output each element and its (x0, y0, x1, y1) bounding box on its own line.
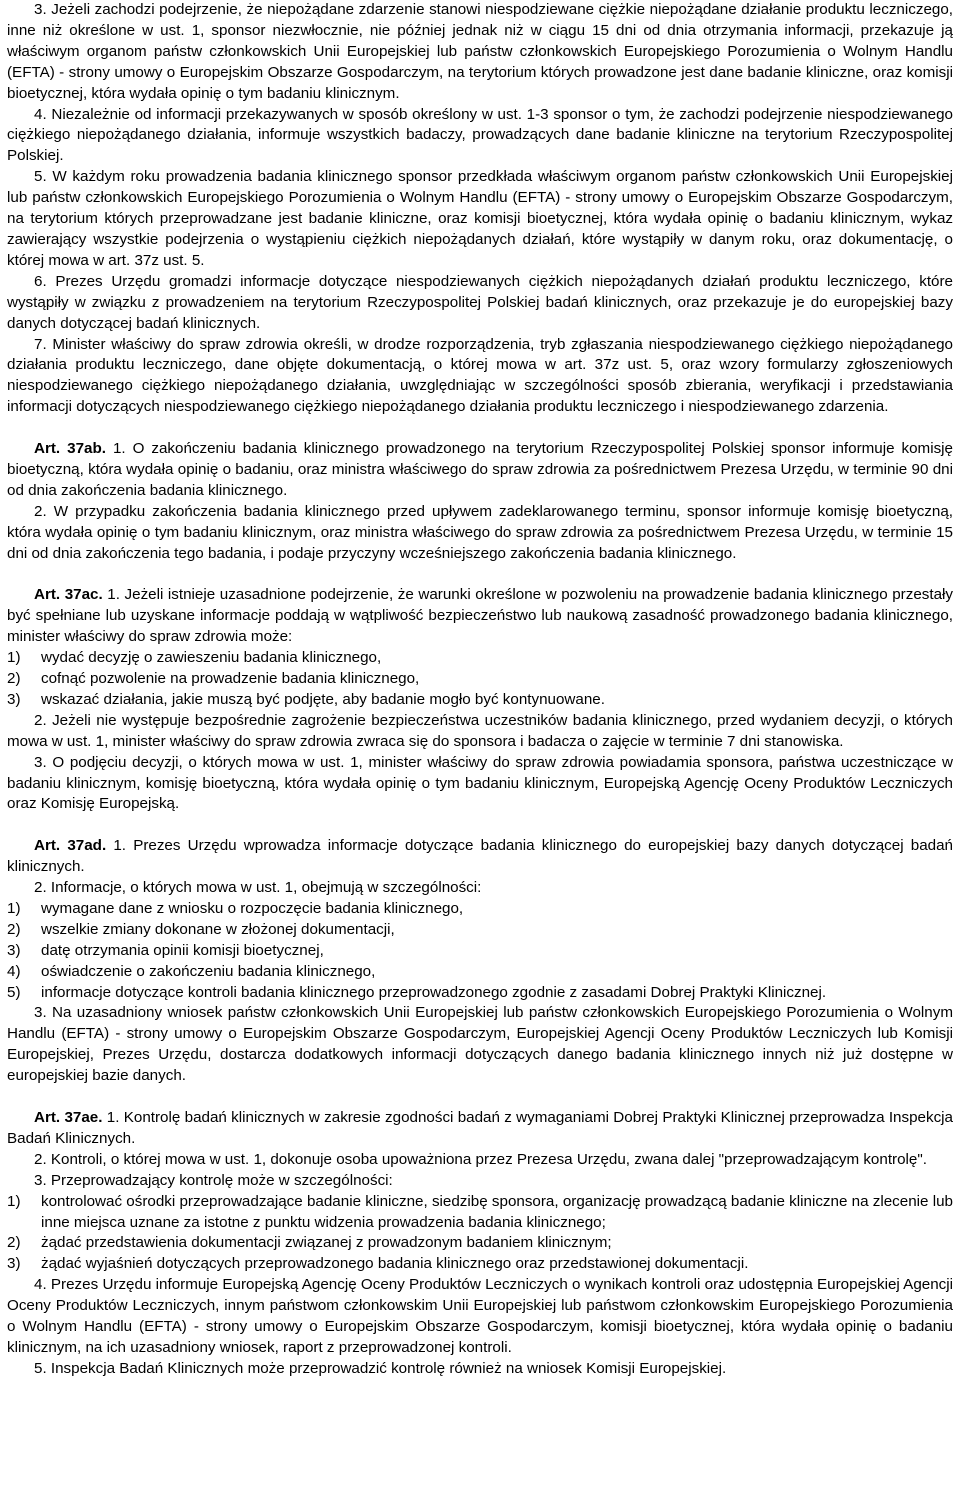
article-text: 1. Jeżeli istnieje uzasadnione podejrzenie, że warunki określone w pozwoleniu na prowadzenie badania klinicznego przestały być spełniane lub uzyskane informacje poddają w wątpliwość bezpieczeństwo lub naukową zasadność prowadzonego badania klinicznego, minister właściwy do spraw zdrowia może: (7, 586, 953, 646)
paragraph: 2. Informacje, o których mowa w ust. 1, obejmują w szczególności: (34, 879, 482, 897)
article-paragraph (7, 585, 953, 648)
paragraph: 3. Na uzasadniony wniosek państw członkowskich Unii Europejskiej lub państw członkowskich Europejskiego Porozumienia o Wolnym Handlu (EFTA) - strony umowy o Europejskim Obszarze Gospodarczym, Europejskiej Agencji Oceny Produktów Leczniczych lub Komisji Europejskiej, Prezes Urzędu, dostarcza dodatkowych informacji dotyczących danego badania klinicznego innych niż już dostępne w europejskiej bazie danych. (7, 1004, 953, 1085)
article-label: Art. 37ab. (34, 440, 106, 458)
paragraph: 3. Jeżeli zachodzi podejrzenie, że niepożądane zdarzenie stanowi niespodziewane ciężkie niepożądane działanie produktu leczniczego, inne niż określone w ust. 1, sponsor niezwłocznie, nie później jednak niż w ciągu 15 dni od dnia otrzymania informacji, przekazuje ją właściwym organom państw członkowskich Unii Europejskiej lub państw członkowskich Europejskiego Porozumienia o Wolnym Handlu (EFTA) - strony umowy o Europejskim Obszarze Gospodarczym, na terytorium których prowadzone jest dane badanie kliniczne, oraz komisji bioetycznej, która wydała opinię o tym badaniu klinicznym. (7, 1, 953, 102)
article-paragraph (7, 836, 953, 878)
list-item (7, 669, 953, 690)
article-text: 1. Prezes Urzędu wprowadza informacje dotyczące badania klinicznego do europejskiej bazy danych dotyczącej badań klinicznych. (7, 837, 953, 876)
paragraph: 7. Minister właściwy do spraw zdrowia określi, w drodze rozporządzenia, tryb zgłaszania niespodziewanego ciężkiego niepożądanego działania produktu leczniczego, dane objęte dokumentacją, o której mowa w art. 37z ust. 5, oraz wzory formularzy zgłoszeniowych niespodziewanego ciężkiego niepożądanego działania, uwzględniając w szczególności sposób zbierania, weryfikacji i przedstawiania informacji dotyczących niespodziewanego ciężkiego niepożądanego działania produktu leczniczego i niespodziewanego zdarzenia. (7, 335, 953, 416)
article-label: Art. 37ac. (34, 586, 103, 604)
list-item-number: 5) (7, 983, 21, 1001)
paragraph-gap (7, 564, 953, 585)
paragraph: 6. Prezes Urzędu gromadzi informacje dotyczące niespodziewanych ciężkich niepożądanych działań produktu leczniczego, które wystąpiły w związku z prowadzeniem na terytorium Rzeczypospolitej Polskiej badań klinicznych, oraz przekazuje je do europejskiej bazy danych dotyczącej badań klinicznych. (7, 272, 953, 332)
list-item-number: 2) (7, 669, 21, 687)
paragraph: 4. Prezes Urzędu informuje Europejską Agencję Oceny Produktów Leczniczych o wynikach kontroli oraz udostępnia Europejskiej Agencji Oceny Produktów Leczniczych, innym państwom członkowskim Unii Europejskiej lub państwom członkowskim Europejskiego Porozumienia o Wolnym Handlu (EFTA) - strony umowy o Europejskim Obszarze Gospodarczym, komisji bioetycznej, która wydała opinię o badaniu klinicznym, na ich uzasadniony wniosek, raport z przeprowadzonej kontroli. (7, 1276, 953, 1356)
list-item-number: 3) (7, 690, 21, 708)
article-text: 1. O zakończeniu badania klinicznego prowadzonego na terytorium Rzeczypospolitej Polskiej sponsor informuje komisję bioetyczną, która wydała opinię o badaniu, oraz ministra właściwego do spraw zdrowia za pośrednictwem Prezesa Urzędu, w terminie 90 dni od dnia zakończenia badania klinicznego. (7, 440, 953, 499)
paragraph: 5. Inspekcja Badań Klinicznych może przeprowadzić kontrolę również na wniosek Komisji Europejskiej. (34, 1359, 727, 1377)
paragraph-gap (7, 418, 953, 439)
list-item-number: 2) (7, 1234, 21, 1252)
list-item-text: wydać decyzję o zawieszeniu badania klinicznego, (41, 649, 382, 667)
list-item-text: żądać przedstawienia dokumentacji związanej z prowadzonym badaniem klinicznym; (41, 1234, 612, 1252)
list-item (7, 1254, 953, 1275)
document-body (7, 0, 953, 1380)
list-item (7, 1233, 953, 1254)
list-item-number: 1) (7, 1192, 21, 1210)
paragraph: 2. W przypadku zakończenia badania klinicznego przed upływem zadeklarowanego terminu, sponsor informuje komisję bioetyczną, która wydała opinię o tym badaniu klinicznym, oraz ministra właściwego do spraw zdrowia za pośrednictwem Prezesa Urzędu, w terminie 15 dni od dnia zakończenia tego badania, i podaje przyczyny wcześniejszego zakończenia badania klinicznego. (7, 502, 953, 562)
list-item-text: wskazać działania, jakie muszą być podjęte, aby badanie mogło być kontynuowane. (41, 690, 605, 708)
list-item-number: 4) (7, 962, 21, 980)
article-label: Art. 37ae. (34, 1108, 103, 1126)
article-paragraph (7, 1108, 953, 1150)
paragraph: 2. Jeżeli nie występuje bezpośrednie zagrożenie bezpieczeństwa uczestników badania klinicznego, przed wydaniem decyzji, o których mowa w ust. 1, minister właściwy do spraw zdrowia zwraca się do sponsora i badacza o zajęcie w terminie 7 dni stanowiska. (7, 711, 953, 750)
list-item (7, 690, 953, 711)
list-item (7, 983, 953, 1004)
paragraph-gap (7, 815, 953, 836)
list-item-text: wszelkie zmiany dokonane w złożonej dokumentacji, (41, 920, 395, 938)
article-text: 1. Kontrolę badań klinicznych w zakresie zgodności badań z wymaganiami Dobrej Praktyki Klinicznej przeprowadza Inspekcja Badań Klinicznych. (7, 1108, 953, 1147)
paragraph: 3. Przeprowadzający kontrolę może w szczególności: (34, 1171, 393, 1189)
list-item-text: żądać wyjaśnień dotyczących przeprowadzonego badania klinicznego oraz przedstawionej dokumentacji. (41, 1255, 749, 1273)
list-item (7, 941, 953, 962)
list-item (7, 648, 953, 669)
paragraph: 5. W każdym roku prowadzenia badania klinicznego sponsor przedkłada właściwym organom państw członkowskich Unii Europejskiej lub państw członkowskich Europejskiego Porozumienia o Wolnym Handlu (EFTA) - strony umowy o Europejskim Obszarze Gospodarczym, na terytorium których przeprowadzane jest badanie kliniczne, oraz komisji bioetycznej, która wydała opinię o badaniu klinicznym, wykaz zawierający wszystkie podejrzenia o wystąpieniu ciężkich niepożądanych działań, które wystąpiły w danym roku, oraz dokumentację, o której mowa w art. 37z ust. 5. (7, 168, 953, 269)
list-item-number: 2) (7, 920, 21, 938)
list-item (7, 920, 953, 941)
paragraph: 2. Kontroli, o której mowa w ust. 1, dokonuje osoba upoważniona przez Prezesa Urzędu, zwana dalej "przeprowadzającym kontrolę". (34, 1150, 927, 1168)
paragraph-gap (7, 1087, 953, 1108)
list-item-number: 1) (7, 899, 21, 917)
list-item-text: informacje dotyczące kontroli badania klinicznego przeprowadzonego zgodnie z zasadami Dobrej Praktyki Klinicznej. (41, 983, 827, 1001)
list-item-number: 1) (7, 649, 21, 667)
paragraph: 3. O podjęciu decyzji, o których mowa w ust. 1, minister właściwy do spraw zdrowia powiadamia sponsora, państwa uczestniczące w badaniu klinicznym, komisję bioetyczną, która wydała opinię o tym badaniu klinicznym, Europejską Agencję Oceny Produktów Leczniczych oraz Komisję Europejską. (7, 753, 953, 813)
list-item-text: datę otrzymania opinii komisji bioetycznej, (41, 941, 324, 959)
list-item-text: cofnąć pozwolenie na prowadzenie badania klinicznego, (41, 669, 420, 687)
list-item-number: 3) (7, 1255, 21, 1273)
list-item-text: kontrolować ośrodki przeprowadzające badanie kliniczne, siedzibę sponsora, organizację prowadzącą badanie kliniczne na zlecenie lub inne miejsca uznane za istotne z punktu widzenia prowadzenia badania klinicznego; (41, 1192, 953, 1231)
article-paragraph (7, 439, 953, 502)
article-label: Art. 37ad. (34, 837, 107, 855)
list-item (7, 899, 953, 920)
list-item (7, 1192, 953, 1234)
paragraph: 4. Niezależnie od informacji przekazywanych w sposób określony w ust. 1-3 sponsor o tym, że zachodzi podejrzenie niespodziewanego ciężkiego niepożądanego działania, informuje wszystkich badaczy, prowadzących dane badanie kliniczne na terytorium Rzeczypospolitej Polskiej. (7, 105, 953, 165)
list-item-number: 3) (7, 941, 21, 959)
list-item (7, 962, 953, 983)
list-item-text: wymagane dane z wniosku o rozpoczęcie badania klinicznego, (41, 899, 464, 917)
list-item-text: oświadczenie o zakończeniu badania klinicznego, (41, 962, 376, 980)
